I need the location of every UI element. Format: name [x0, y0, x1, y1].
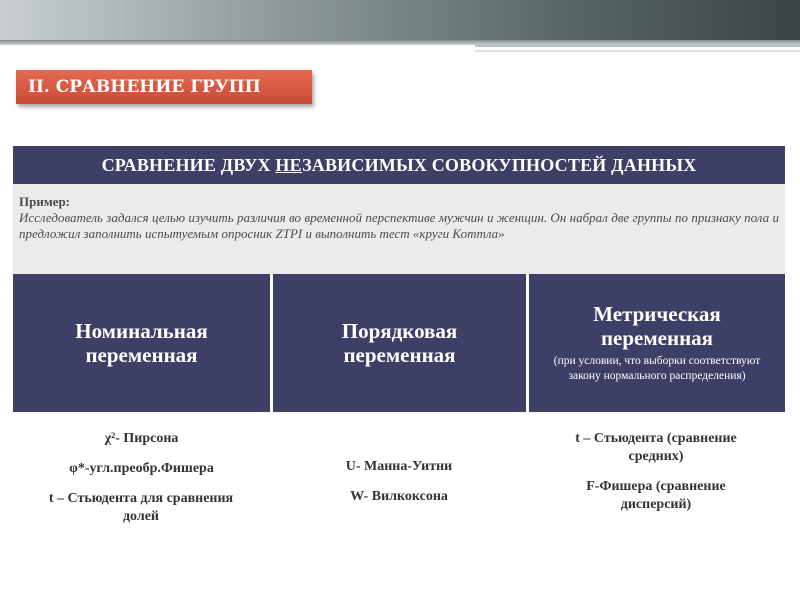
example-label: Пример: — [19, 194, 71, 209]
column-title-metric: Метрическая переменная — [593, 302, 721, 350]
column-title-ordinal: Порядковая переменная — [341, 319, 458, 367]
accent-line-secondary — [475, 50, 800, 52]
method-item: χ²- Пирсона — [104, 431, 179, 446]
method-item: φ*-угл.преобр.Фишера — [69, 461, 214, 476]
header-underlined: НЕ — [275, 155, 303, 175]
method-item: F-Фишера (сравнение дисперсий) — [586, 479, 726, 512]
section-title: II. СРАВНЕНИЕ ГРУПП — [16, 70, 312, 104]
methods-metric — [527, 430, 785, 526]
header-suffix: ЗАВИСИМЫХ СОВОКУПНОСТЕЙ ДАННЫХ — [302, 155, 697, 175]
column-ordinal — [270, 274, 526, 412]
example-text: Исследователь задался целью изучить различия во временной перспективе мужчин и женщин. Он набрал две группы по признаку пола и предложил заполнить испытуемым опросник ZTPI и выполнить тест «круги Коттла» — [19, 210, 779, 241]
top-decor-bar — [0, 0, 800, 40]
accent-line — [475, 44, 800, 47]
column-nominal — [13, 274, 270, 412]
method-item: t – Стьюдента для сравнения долей — [48, 491, 234, 524]
variable-type-columns — [13, 274, 785, 412]
example-box — [13, 184, 785, 274]
column-metric — [526, 274, 785, 412]
method-item: U- Манна-Уитни — [345, 459, 453, 474]
header-prefix: СРАВНЕНИЕ ДВУХ — [101, 155, 276, 175]
methods-ordinal — [271, 458, 527, 518]
methods-nominal — [13, 430, 270, 538]
column-note-metric: (при условии, что выборки соответствуют закону нормального распределения) — [553, 355, 761, 382]
table-header — [13, 146, 785, 184]
column-title-nominal: Номинальная переменная — [75, 319, 208, 367]
method-item: W- Вилкоксона — [350, 489, 448, 504]
method-item: t – Стьюдента (сравнение средних) — [575, 431, 737, 464]
